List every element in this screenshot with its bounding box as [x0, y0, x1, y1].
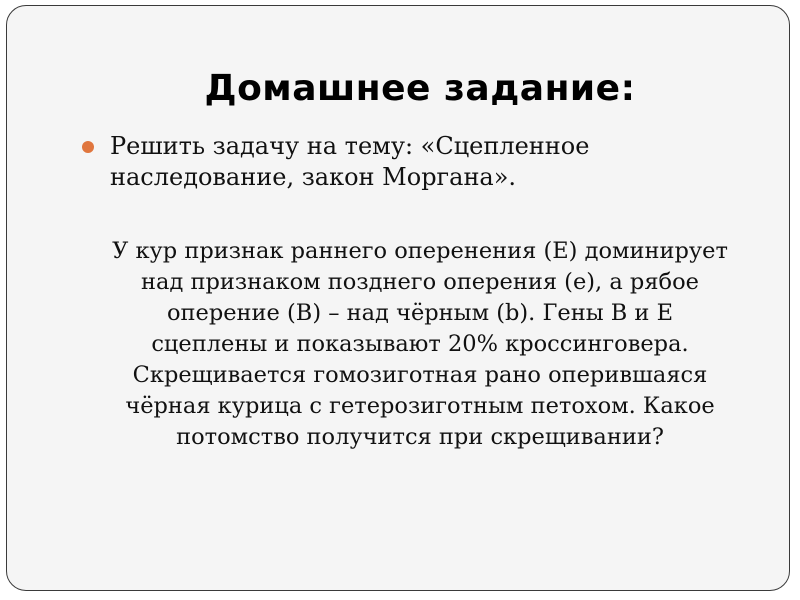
paragraph-line-5: Скрещивается гомозиготная рано оперившаяся	[132, 362, 708, 388]
paragraph-line-1: У кур признак раннего оперенения (Е) доминирует	[112, 238, 728, 264]
slide-title: Домашнее задание:	[204, 68, 636, 109]
task-paragraph	[80, 236, 760, 453]
paragraph-line-7: потомство получится при скрещивании?	[176, 424, 664, 450]
bullet-dot-icon	[82, 141, 94, 153]
bullet-line-1: Решить задачу на тему: «Сцепленное	[110, 132, 590, 160]
paragraph-line-4: сцеплены и показывают 20% кроссинговера.	[151, 331, 689, 357]
bullet-item	[82, 131, 682, 193]
paragraph-line-3: оперение (В) – над чёрным (b). Гены В и Е	[166, 300, 674, 326]
bullet-line-2: наследование, закон Моргана».	[110, 163, 517, 191]
paragraph-line-6: чёрная курица с гетерозиготным петохом. Какое	[125, 393, 715, 419]
paragraph-line-2: над признаком позднего оперения (е), а рябое	[141, 269, 699, 295]
bullet-text	[110, 131, 682, 193]
